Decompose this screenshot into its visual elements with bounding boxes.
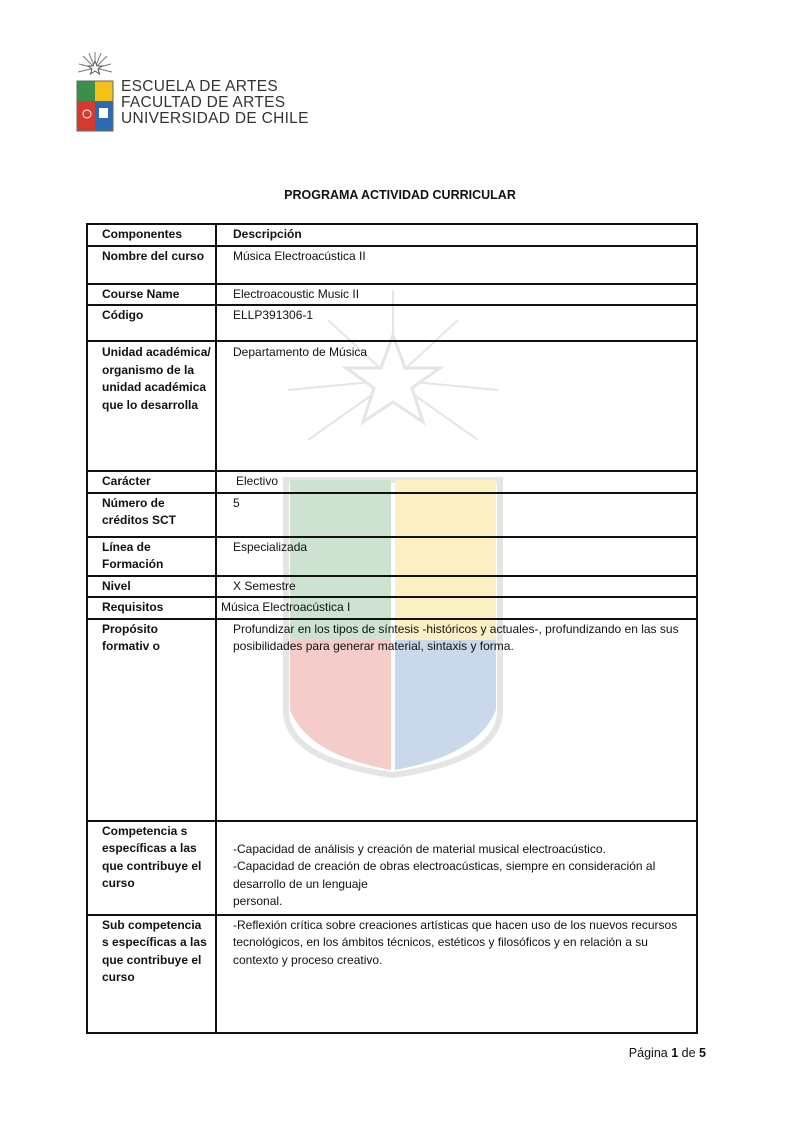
value-unidad: Departamento de Música: [216, 341, 697, 471]
document-title: PROGRAMA ACTIVIDAD CURRICULAR: [284, 188, 516, 202]
table-row-subcompetencias: [87, 915, 697, 1033]
label-linea: Línea de Formación: [87, 537, 216, 576]
table-row-nivel: [87, 576, 697, 598]
value-linea: Especializada: [216, 537, 697, 576]
label-codigo: Código: [87, 305, 216, 341]
table-row-codigo: [87, 305, 697, 341]
table-row-unidad: [87, 341, 697, 471]
competencia-line-2: -Capacidad de creación de obras electroacústicas, siempre en consideración al desarrollo de un lenguaje: [233, 859, 656, 891]
logo-line-3: UNIVERSIDAD DE CHILE: [121, 110, 309, 127]
value-nombre: Música Electroacústica II: [216, 246, 697, 284]
table-row-linea: [87, 537, 697, 576]
value-creditos: 5: [216, 493, 697, 537]
competencia-line-1: -Capacidad de análisis y creación de material musical electroacústico.: [233, 841, 606, 856]
page-word: Página: [628, 1046, 668, 1060]
table-row-competencias: [87, 821, 697, 915]
value-caracter: Electivo: [216, 471, 697, 493]
sunburst-icon: [78, 52, 112, 74]
table-header-row: [87, 224, 697, 246]
value-subcompetencias: -Reflexión crítica sobre creaciones artísticas que hacen uso de los nuevos recursos tecnológicos, en los ámbitos técnicos, estéticos y filosóficos y en relación a su contexto y proceso creativo.: [216, 915, 697, 1033]
value-course-name: Electroacoustic Music II: [216, 284, 697, 306]
table-row-course-name: [87, 284, 697, 306]
page-total: 5: [699, 1046, 706, 1060]
label-nombre: Nombre del curso: [87, 246, 216, 284]
table-row-requisitos: [87, 597, 697, 619]
value-requisitos: Música Electroacústica I: [216, 597, 697, 619]
header-components: Componentes: [87, 224, 216, 246]
page-of: de: [681, 1046, 696, 1060]
table-row-nombre: [87, 246, 697, 284]
page-current: 1: [671, 1046, 679, 1060]
logo-text: [121, 79, 309, 127]
value-proposito: Profundizar en los tipos de síntesis -históricos y actuales-, profundizando en las sus posibilidades para generar material, sintaxis y forma.: [216, 619, 697, 821]
shield-icon: [77, 81, 113, 131]
label-creditos: Número de créditos SCT: [87, 493, 216, 537]
logo-line-1: ESCUELA DE ARTES: [121, 78, 278, 95]
curriculum-table: [86, 223, 698, 1034]
table-row-creditos: [87, 493, 697, 537]
label-course-name: Course Name: [87, 284, 216, 306]
label-caracter: Carácter: [87, 471, 216, 493]
value-codigo: ELLP391306-1: [216, 305, 697, 341]
header-description: Descripción: [216, 224, 697, 246]
value-competencias: [216, 821, 697, 915]
label-competencias: Competencia s específicas a las que contribuye el curso: [87, 821, 216, 915]
label-unidad: Unidad académica/ organismo de la unidad académica que lo desarrolla: [87, 341, 216, 471]
page-number: [629, 1046, 706, 1060]
competencia-line-3: personal.: [233, 894, 283, 908]
label-requisitos: Requisitos: [87, 597, 216, 619]
table-row-caracter: [87, 471, 697, 493]
value-nivel: X Semestre: [216, 576, 697, 598]
label-nivel: Nivel: [87, 576, 216, 598]
table-row-proposito: [87, 619, 697, 821]
label-subcompetencias: Sub competencia s específicas a las que contribuye el curso: [87, 915, 216, 1033]
logo-line-2: FACULTAD DE ARTES: [121, 94, 286, 111]
label-proposito: Propósito formativ o: [87, 619, 216, 821]
